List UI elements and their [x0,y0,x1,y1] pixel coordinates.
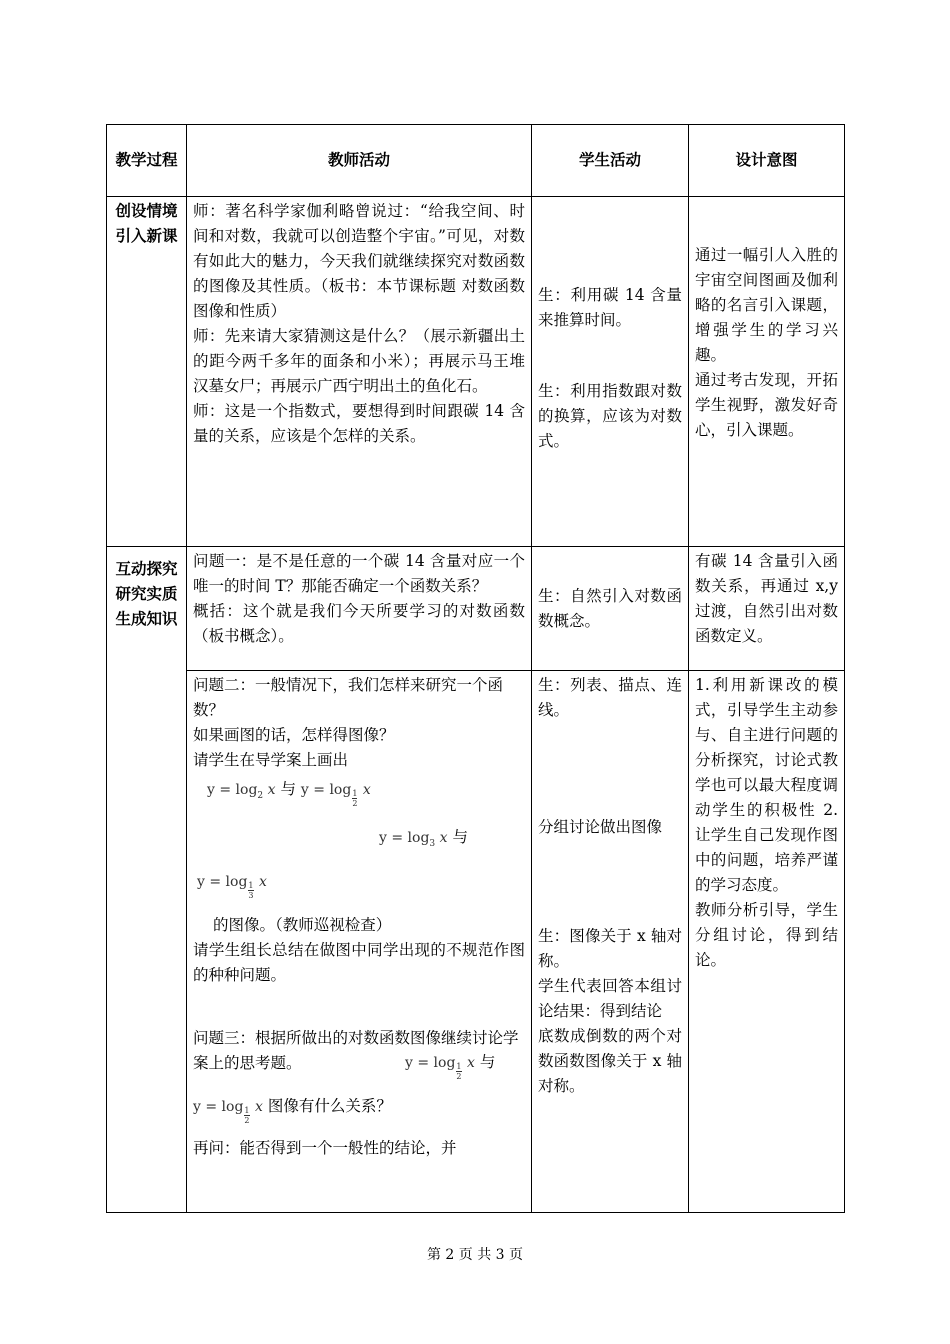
teacher-text: 问题一：是不是任意的一个碳 14 含量对应一个唯一的时间 T？那能否确定一个函数关系？ [193,552,525,595]
student-text: 学生代表回答本组讨论结果：得到结论 [538,977,682,1020]
formula-line [193,1086,525,1136]
teacher-text: 师：著名科学家伽利略曾说过：“给我空间、时间和对数，我就可以创造整个宇宙。”可见，对数有如此大的魅力，今天我们就继续探究对数函数的图像及其性质。（板书：本节课标题 对数函数图像和性质） [193,202,525,320]
formula-log-half: y = log $\frac{1}{2}$ x [405,1055,475,1081]
teacher-text: 问题三：根据所做出的对数函数图像继续讨论学案上的思考题。 [193,1029,519,1072]
student-text: 生：利用指数跟对数的换算，应该为对数式。 [538,382,682,450]
table-row [107,671,845,1213]
and-connector: 与 [479,1053,496,1071]
header-design-intent: 设计意图 [689,125,845,197]
formula-line [193,773,525,821]
formula-log3: $y = \log_3 x$ [379,830,448,849]
teacher-text: 图像有什么关系？ [267,1097,392,1115]
intent-text: 1.利用新课改的模式，引导学生主动参与、自主进行问题的分析探究，讨论式教学也可以最大程度调动学生的积极性 2.让学生自己发现作图中的问题，培养严谨的学习态度。 [695,676,838,894]
teacher-text: 师：先来请大家猜测这是什么？（展示新疆出土的距今两千多年的面条和小米）；再展示马王堆汉墓女尸；再展示广西宁明出土的鱼化石。 [193,327,525,395]
formula-log2: $y = \log_2 x$ [207,782,276,801]
formula-log-third: y = log $\frac{1}{3}$ x [197,874,267,900]
formula-log-half: y = log $\frac{1}{2}$ x [193,1099,263,1125]
design-intent-cell [689,547,845,671]
page-footer: 第 2 页 共 3 页 [426,1247,524,1263]
student-activity-cell [532,671,689,1213]
formula-line [193,821,525,865]
intent-text: 通过考古发现，开拓学生视野，激发好奇心，引入课题。 [695,371,838,439]
teacher-text: 概括：这个就是我们今天所要学习的对数函数（板书概念）。 [193,602,525,645]
lesson-plan-table [106,124,845,1213]
teacher-text: 师：这是一个指数式，要想得到时间跟碳 14 含量的关系，应该是个怎样的关系。 [193,402,525,445]
design-intent-cell [689,671,845,1213]
intent-text: 教师分析引导，学生分组讨论，得到结论。 [695,901,838,969]
design-intent-cell [689,197,845,547]
header-student-activity: 学生活动 [532,125,689,197]
teacher-text: 请学生组长总结在做图中同学出现的不规范作图的种种问题。 [193,941,525,984]
teacher-activity-cell [187,197,532,547]
intent-text: 通过一幅引人入胜的宇宙空间图画及伽利略的名言引入课题，增强学生的学习兴趣。 [695,246,838,364]
stage-cell: 互动探究研究实质生成知识 [107,547,187,1213]
header-teacher-activity: 教师活动 [187,125,532,197]
formula-line [193,865,525,913]
teacher-text: 再问：能否得到一个一般性的结论，并 [193,1139,457,1157]
formula-log-half: y = log $\frac{1}{2}$ x [300,782,371,808]
student-text: 生：图像关于 x 轴对称。 [538,927,682,970]
student-activity-cell [532,197,689,547]
table-row [107,197,845,547]
stage-cell: 创设情境引入新课 [107,197,187,547]
teacher-activity-cell [187,547,532,671]
teacher-activity-cell [187,671,532,1213]
teacher-text: 请学生在导学案上画出 [193,751,349,769]
student-text: 生：利用碳 14 含量来推算时间。 [538,286,682,329]
student-text: 分组讨论做出图像 [538,818,663,836]
student-text: 底数成倒数的两个对数函数图像关于 x 轴对称。 [538,1027,682,1095]
student-activity-cell [532,547,689,671]
student-text: 生：自然引入对数函数概念。 [538,586,682,630]
table-row [107,547,845,671]
and-connector: 与 [452,828,468,846]
teacher-text: 如果画图的话，怎样得图像？ [193,726,395,744]
intent-text: 有碳 14 含量引入函数关系，再通过 x,y 过渡，自然引出对数函数定义。 [695,552,838,645]
table-header-row [107,125,845,197]
teacher-text: 的图像。（教师巡视检查） [213,916,392,934]
student-text: 生：列表、描点、连线。 [538,676,682,719]
teacher-text: 问题二：一般情况下，我们怎样来研究一个函数？ [193,676,504,719]
and-connector: 与 [280,780,296,798]
header-process: 教学过程 [107,125,187,197]
